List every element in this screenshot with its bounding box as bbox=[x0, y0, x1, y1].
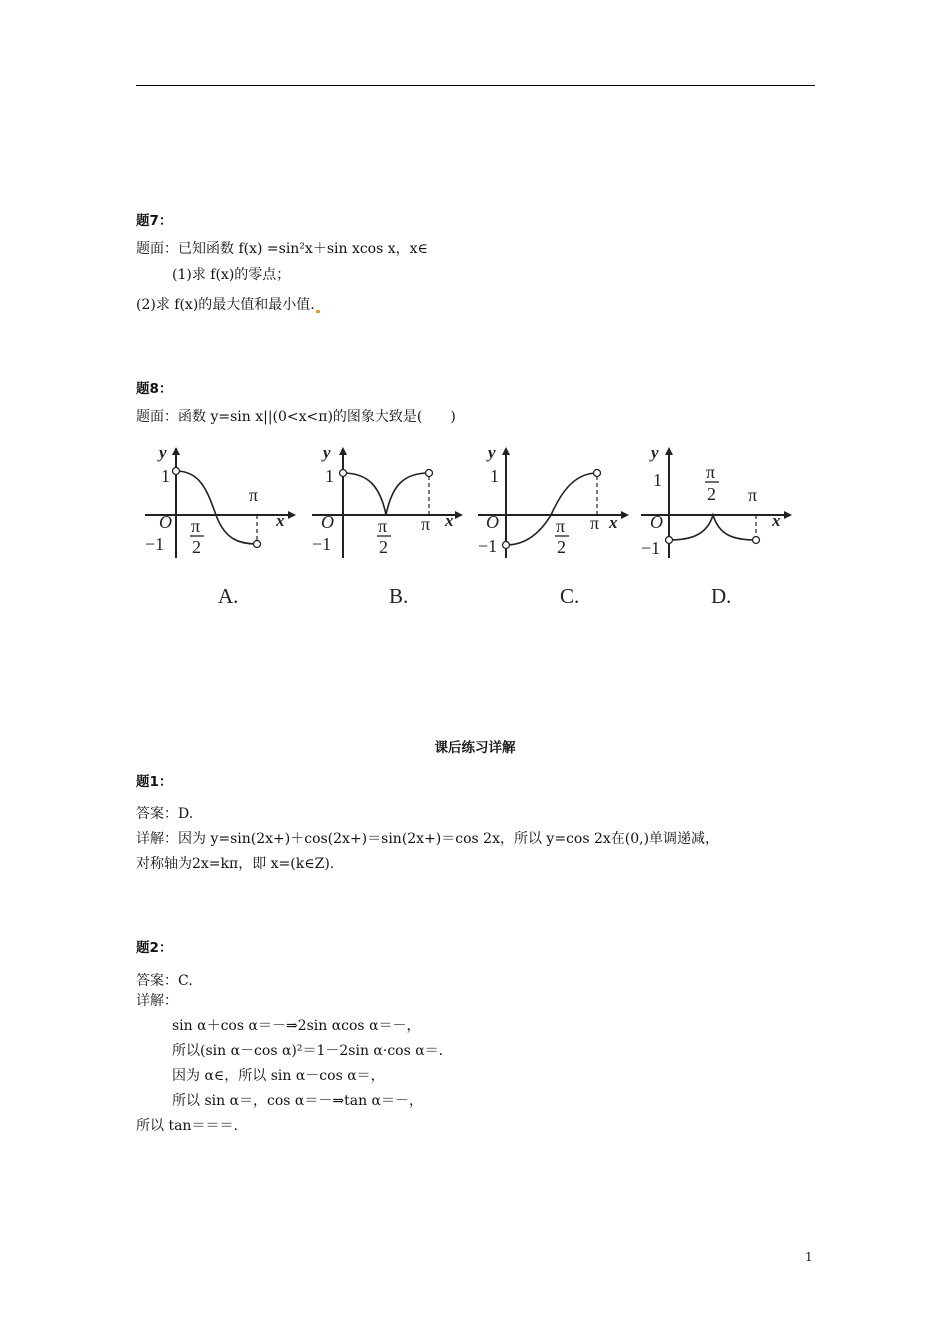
a2-heading: 题2： bbox=[136, 940, 173, 956]
half-pi-num: π bbox=[556, 516, 566, 536]
q7-part1: (1)求 f(x)的零点； bbox=[172, 267, 291, 283]
a1-answer: 答案：D. bbox=[136, 806, 194, 822]
option-label: D. bbox=[711, 584, 732, 608]
origin-label: O bbox=[486, 512, 499, 532]
x-axis-label: x bbox=[772, 511, 781, 530]
y-axis-label: y bbox=[488, 443, 496, 462]
a2-answer: 答案：C. bbox=[136, 973, 193, 989]
x-axis-label: x bbox=[276, 511, 285, 530]
a1-heading: 题1： bbox=[136, 774, 173, 790]
graph-c bbox=[478, 440, 638, 615]
a1-detail-line2: 对称轴为2x=kπ，即 x=(k∈Z). bbox=[136, 856, 335, 872]
half-pi-num: π bbox=[706, 462, 716, 482]
half-pi-den: 2 bbox=[379, 537, 388, 557]
a2-step5: 所以 tan＝＝＝. bbox=[136, 1118, 238, 1134]
y-axis-label: y bbox=[651, 443, 659, 462]
tick-one: 1 bbox=[653, 470, 662, 490]
q7-stem: 题面：已知函数 f(x) =sin²x＋sin xcos x，x∈ bbox=[136, 241, 428, 257]
tick-neg-one: −1 bbox=[641, 538, 661, 558]
graph-a bbox=[145, 440, 305, 615]
half-pi-num: π bbox=[378, 516, 388, 536]
header-rule bbox=[136, 85, 815, 86]
y-axis-label: y bbox=[159, 443, 167, 462]
pi-label: π bbox=[249, 485, 259, 505]
tick-one: 1 bbox=[490, 466, 499, 486]
a2-step2: 所以(sin α－cos α)²＝1－2sin α·cos α＝. bbox=[172, 1043, 444, 1059]
y-axis-label: y bbox=[323, 443, 331, 462]
pi-label: π bbox=[748, 485, 758, 505]
half-pi-den: 2 bbox=[707, 484, 716, 504]
a2-detail-label: 详解： bbox=[136, 993, 178, 1009]
edit-mark bbox=[316, 310, 320, 313]
tick-neg-one: −1 bbox=[478, 536, 498, 556]
page-number: 1 bbox=[805, 1250, 813, 1264]
q8-stem: 题面：函数 y=sin x||(0<x<π)的图象大致是( ) bbox=[136, 409, 456, 425]
option-label: C. bbox=[560, 584, 580, 608]
tick-one: 1 bbox=[325, 466, 334, 486]
graph-d bbox=[641, 440, 801, 615]
x-axis-label: x bbox=[445, 511, 454, 530]
pi-label: π bbox=[421, 514, 431, 534]
a2-step4: 所以 sin α＝，cos α＝－⇒tan α＝－， bbox=[172, 1093, 424, 1109]
half-pi-den: 2 bbox=[557, 537, 566, 557]
option-label: B. bbox=[389, 584, 409, 608]
option-label: A. bbox=[218, 584, 239, 608]
a2-step1: sin α＋cos α＝－⇒2sin αcos α＝－， bbox=[172, 1018, 421, 1034]
q7-heading: 题7： bbox=[136, 213, 173, 229]
origin-label: O bbox=[321, 512, 334, 532]
q8-heading: 题8： bbox=[136, 381, 173, 397]
a1-detail-line1: 详解：因为 y=sin(2x+)＋cos(2x+)＝sin(2x+)＝cos 2x，所以 y=cos 2x在(0,)单调递减， bbox=[136, 831, 720, 847]
tick-neg-one: −1 bbox=[145, 534, 165, 554]
tick-one: 1 bbox=[161, 466, 170, 486]
section-title: 课后练习详解 bbox=[434, 740, 516, 756]
tick-neg-one: −1 bbox=[312, 534, 332, 554]
origin-label: O bbox=[650, 512, 663, 532]
q7-part2: (2)求 f(x)的最大值和最小值. bbox=[136, 296, 321, 314]
graph-b bbox=[312, 440, 472, 615]
a2-step3: 因为 α∈，所以 sin α－cos α＝， bbox=[172, 1068, 385, 1084]
origin-label: O bbox=[159, 512, 172, 532]
x-axis-label: x bbox=[609, 513, 618, 532]
half-pi-den: 2 bbox=[192, 537, 201, 557]
pi-label: π bbox=[590, 513, 600, 533]
half-pi-num: π bbox=[191, 516, 201, 536]
